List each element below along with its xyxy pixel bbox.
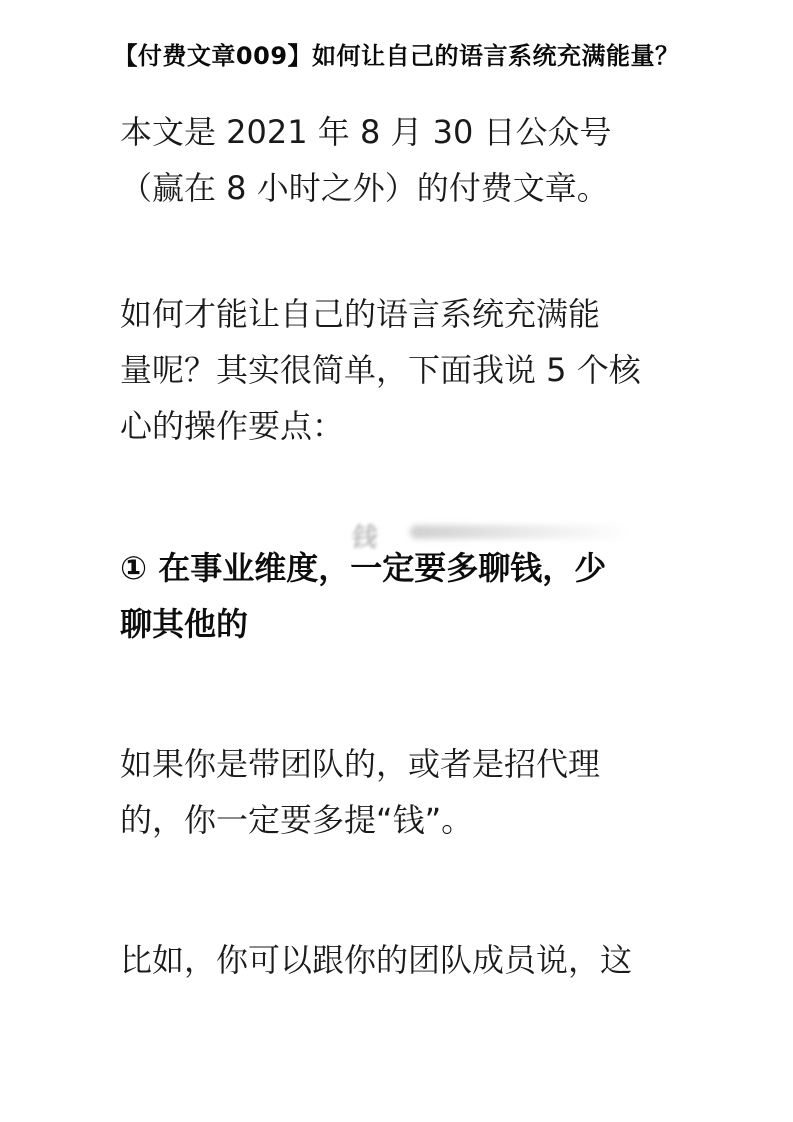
body-paragraph <box>120 736 700 848</box>
text-line: 心的操作要点： <box>120 407 345 445</box>
text-line: 量呢？其实很简单，下面我说 5 个核 <box>120 351 641 389</box>
article-body <box>120 104 700 988</box>
page-title: 【付费文章009】如何让自己的语言系统充满能量？ <box>113 42 680 70</box>
question-paragraph <box>120 286 700 454</box>
watermark-text: 钱 <box>348 523 385 553</box>
text-line: 如果你是带团队的，或者是招代理 <box>120 745 601 783</box>
text-line: 本文是 2021 年 8 月 30 日公众号 <box>120 113 612 151</box>
intro-paragraph <box>120 104 700 216</box>
point-one-heading <box>120 540 700 652</box>
body-paragraph <box>120 932 700 988</box>
text-line: 的，你一定要多提“钱”。 <box>120 801 474 839</box>
text-line: 如何才能让自己的语言系统充满能 <box>120 295 601 333</box>
text-line: （赢在 8 小时之外）的付费文章。 <box>120 169 609 207</box>
text-line: ① 在事业维度，一定要多聊钱，少 <box>120 549 607 587</box>
text-line: 比如，你可以跟你的团队成员说，这 <box>120 941 633 979</box>
text-line: 聊其他的 <box>120 605 249 643</box>
